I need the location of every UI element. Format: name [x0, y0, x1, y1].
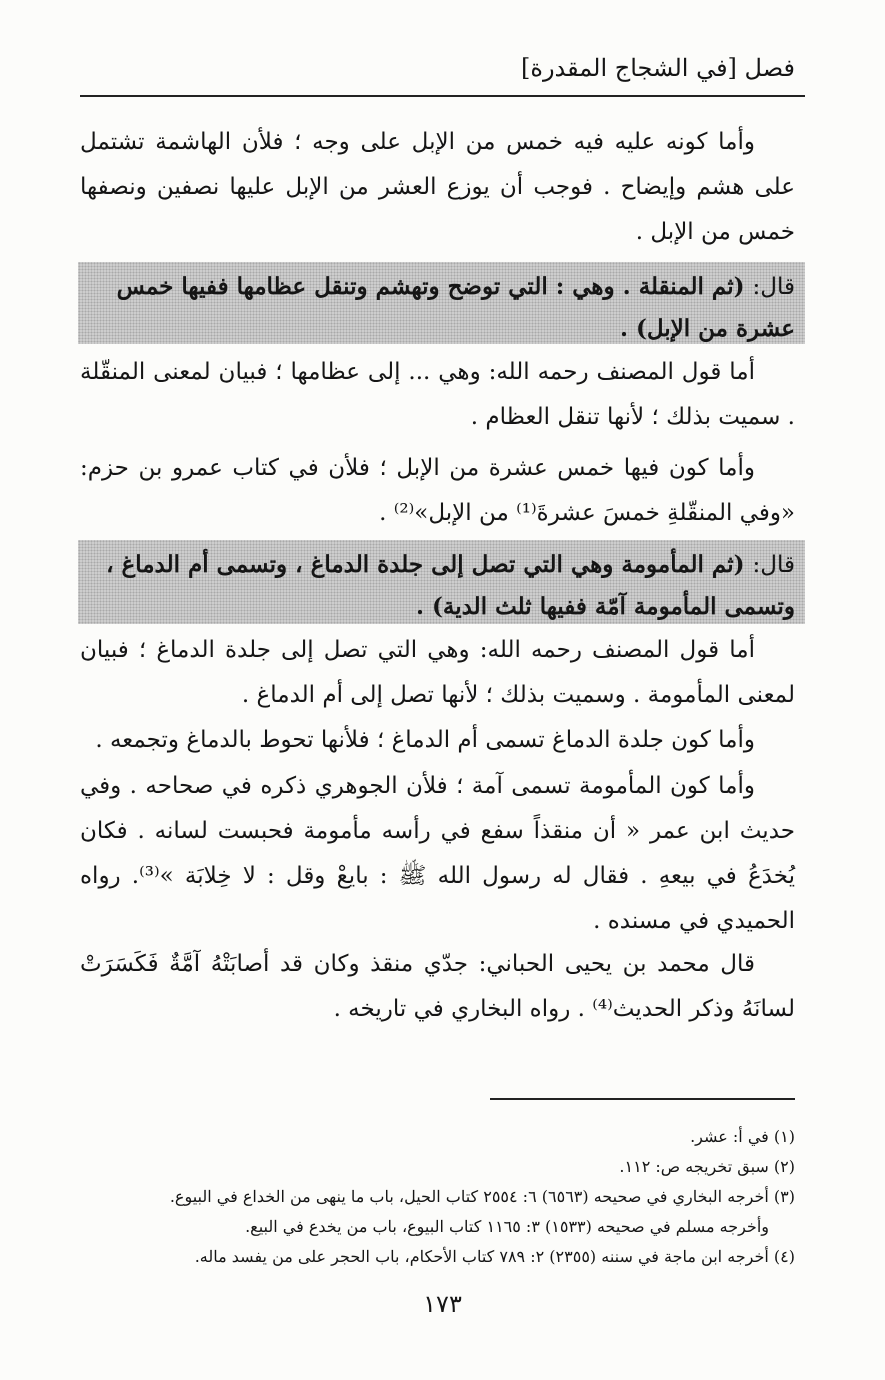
quote-lead: قال:	[752, 274, 795, 300]
quoted-text-munaqqila	[78, 262, 805, 344]
footnote-rule	[490, 1098, 795, 1100]
page-number: ١٧٣	[423, 1290, 462, 1318]
footnote-3: (٣) أخرجه البخاري في صحيحه (٦٥٦٣) ٦: ٢٥٥٤ كتاب الحيل، باب ما ينهى من الخداع في البيوع.	[169, 1187, 795, 1206]
footnote-4: (٤) أخرجه ابن ماجة في سننه (٢٣٥٥) ٢: ٧٨٩ كتاب الأحكام، باب الحجر على من يفسد ماله.	[194, 1247, 795, 1266]
paragraph-munaqqila-meaning: أما قول المصنف رحمه الله: وهي ... إلى عظامها ؛ فبيان لمعنى المنقّلة . سميت بذلك ؛ لأنها تنقل العظام .	[80, 359, 795, 430]
header-rule	[80, 95, 805, 97]
paragraph-umm-al-dimagh: وأما كون جلدة الدماغ تسمى أم الدماغ ؛ فلأنها تحوط بالدماغ وتجمعه .	[95, 727, 755, 753]
paragraph-habbani: قال محمد بن يحيى الحباني: جدّي منقذ وكان قد أصابَتْهُ آمَّةٌ فَكَسَرَتْ لسانَهُ وذكر الحديث⁽⁴⁾ . رواه البخاري في تاريخه .	[80, 951, 795, 1022]
quote-body: (ثم المأمومة وهي التي تصل إلى جلدة الدماغ ، وتسمى أم الدماغ ، وتسمى المأمومة آمّة ففيها ثلث الدية) .	[106, 551, 795, 620]
quote-body: (ثم المنقلة . وهي : التي توضح وتهشم وتنقل عظامها ففيها خمس عشرة من الإبل) .	[116, 273, 795, 342]
paragraph-amma-hadith: وأما كون المأمومة تسمى آمة ؛ فلأن الجوهري ذكره في صحاحه . وفي حديث ابن عمر « أن منقذاً سفع في رأسه مأمومة فحبست لسانه . فكان يُخدَعُ في بيعهِ . فقال له رسول الله ﷺ : بايعْ وقل : لا خِلابَة »⁽³⁾. رواه الحميدي في مسنده .	[80, 773, 795, 934]
quoted-text-mamuma	[78, 540, 805, 624]
footnote-2: (٢) سبق تخريجه ص: ١١٢.	[619, 1157, 795, 1176]
paragraph-mamuma-meaning: أما قول المصنف رحمه الله: وهي التي تصل إلى جلدة الدماغ ؛ فبيان لمعنى المأمومة . وسميت بذلك ؛ لأنها تصل إلى أم الدماغ .	[80, 637, 795, 708]
paragraph-munaqqila-ruling: وأما كون فيها خمس عشرة من الإبل ؛ فلأن في كتاب عمرو بن حزم: «وفي المنقّلةِ خمسَ عشرةَ⁽¹⁾ من الإبل»⁽²⁾ .	[80, 455, 795, 526]
quote-lead: قال:	[752, 552, 795, 578]
footnotes	[80, 1122, 795, 1272]
paragraph-hashima: وأما كونه عليه فيه خمس من الإبل على وجه ؛ فلأن الهاشمة تشتمل على هشم وإيضاح . فوجب أن يوزع العشر من الإبل عليها نصفين ونصفها خمس من الإبل .	[80, 129, 795, 245]
footnote-3-continued: وأخرجه مسلم في صحيحه (١٥٣٣) ٣: ١١٦٥ كتاب البيوع، باب من يخدع في البيع.	[245, 1217, 769, 1236]
footnote-1: (١) في أ: عشر.	[690, 1127, 795, 1146]
running-title: فصل [في الشجاج المقدرة]	[521, 54, 795, 82]
